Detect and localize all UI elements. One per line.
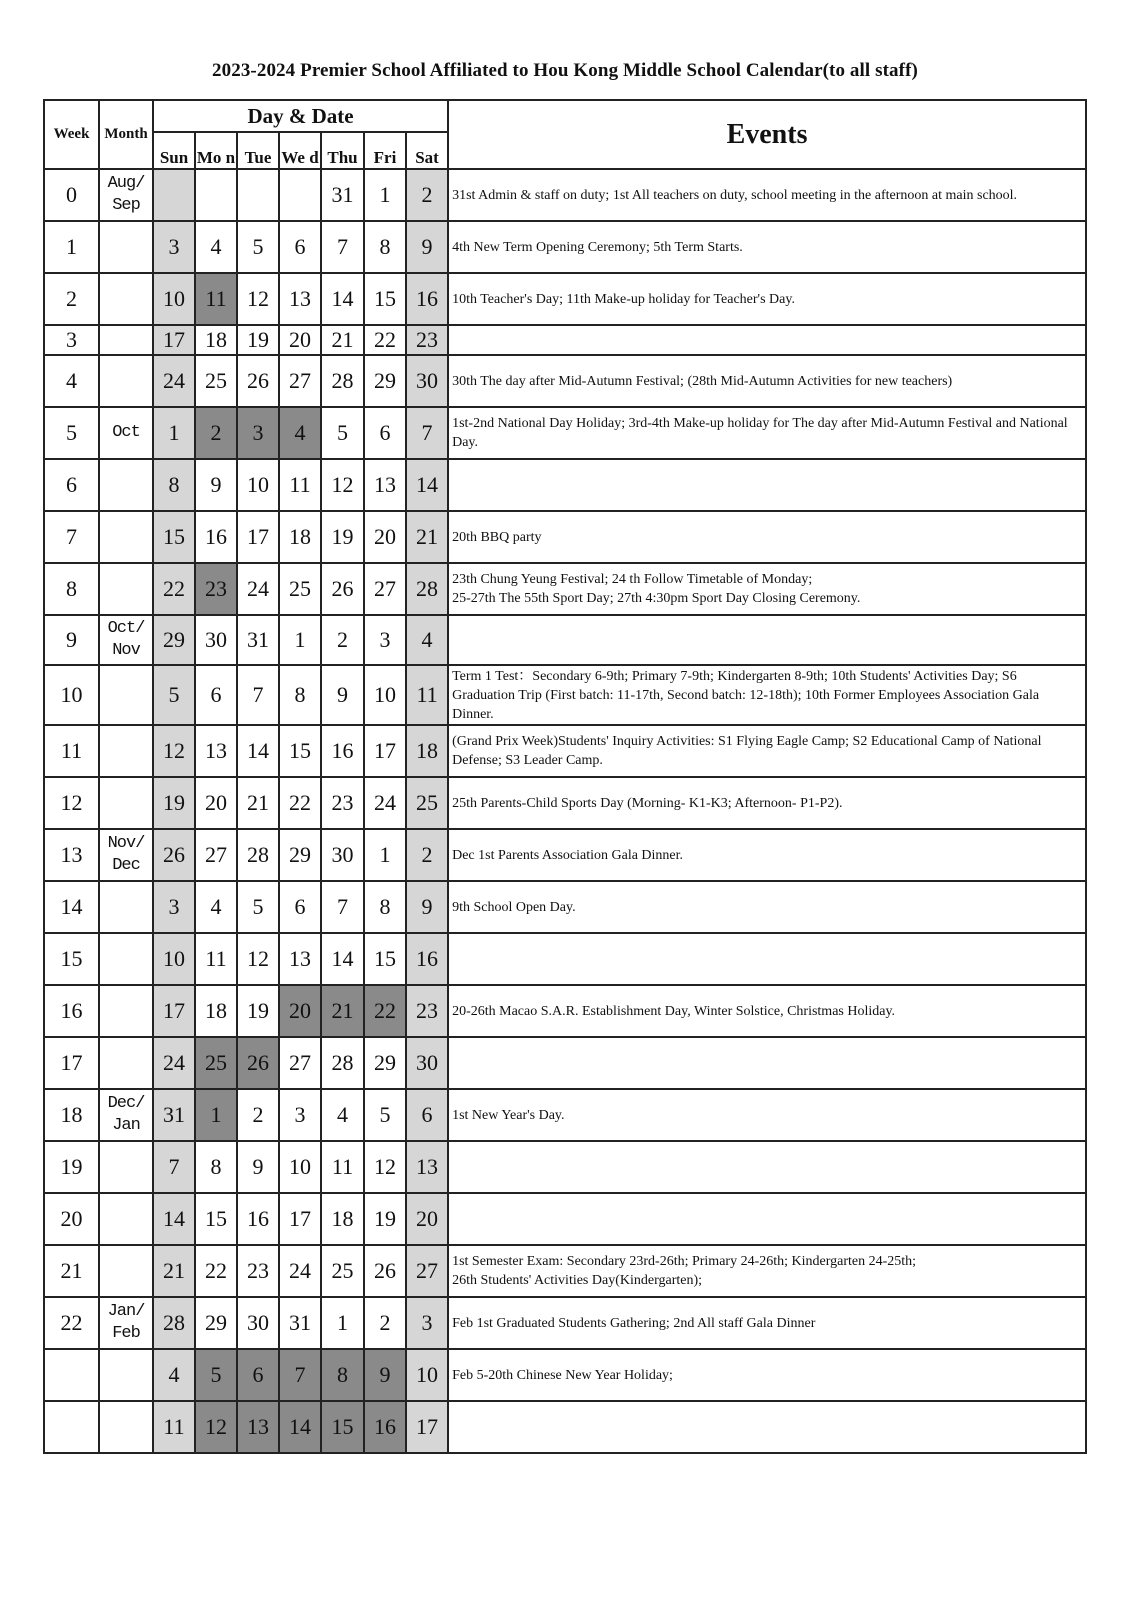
date-cell: 15 [364, 933, 406, 985]
week-number: 16 [44, 985, 99, 1037]
header-day-date: Day & Date [153, 100, 448, 132]
date-cell: 21 [153, 1245, 195, 1297]
date-cell: 13 [279, 933, 321, 985]
month-label: Oct/ Nov [99, 615, 153, 665]
events-cell: 30th The day after Mid-Autumn Festival; (28th Mid-Autumn Activities for new teachers) [448, 355, 1086, 407]
date-cell: 28 [321, 355, 364, 407]
date-cell: 15 [364, 273, 406, 325]
date-cell: 7 [321, 881, 364, 933]
date-cell: 6 [279, 881, 321, 933]
date-cell: 20 [279, 325, 321, 355]
date-cell: 21 [237, 777, 279, 829]
date-cell: 28 [153, 1297, 195, 1349]
date-cell: 23 [237, 1245, 279, 1297]
date-cell: 29 [153, 615, 195, 665]
date-cell: 3 [406, 1297, 448, 1349]
date-cell: 18 [195, 985, 237, 1037]
date-cell: 10 [279, 1141, 321, 1193]
month-label: Jan/ Feb [99, 1297, 153, 1349]
date-cell: 17 [406, 1401, 448, 1453]
date-cell: 18 [195, 325, 237, 355]
page-title: 2023-2024 Premier School Affiliated to Hou Kong Middle School Calendar(to all staff) [212, 60, 918, 81]
month-label: Nov/ Dec [99, 829, 153, 881]
date-cell: 11 [195, 933, 237, 985]
week-number: 2 [44, 273, 99, 325]
events-cell: 1st New Year's Day. [448, 1089, 1086, 1141]
date-cell: 2 [195, 407, 237, 459]
date-cell: 25 [195, 1037, 237, 1089]
date-cell: 4 [321, 1089, 364, 1141]
date-cell: 13 [195, 725, 237, 777]
date-cell: 24 [279, 1245, 321, 1297]
week-row [44, 615, 1086, 665]
header-mon: Mo n [195, 132, 237, 169]
week-row [44, 1401, 1086, 1453]
date-cell: 8 [364, 221, 406, 273]
date-cell: 14 [153, 1193, 195, 1245]
date-cell [195, 169, 237, 221]
events-cell [448, 1141, 1086, 1193]
calendar-header [44, 100, 1086, 169]
date-cell: 14 [321, 933, 364, 985]
week-number: 17 [44, 1037, 99, 1089]
week-row [44, 1037, 1086, 1089]
date-cell: 9 [237, 1141, 279, 1193]
date-cell: 14 [237, 725, 279, 777]
week-row [44, 221, 1086, 273]
date-cell: 7 [321, 221, 364, 273]
date-cell: 9 [195, 459, 237, 511]
week-row [44, 725, 1086, 777]
date-cell: 18 [406, 725, 448, 777]
week-row [44, 1349, 1086, 1401]
date-cell: 6 [406, 1089, 448, 1141]
month-label: Aug/ Sep [99, 169, 153, 221]
date-cell: 25 [321, 1245, 364, 1297]
events-cell: 1st Semester Exam: Secondary 23rd-26th; Primary 24-26th; Kindergarten 24-25th; 26th Students' Activities Day(Kindergarten); [448, 1245, 1086, 1297]
date-cell: 17 [237, 511, 279, 563]
date-cell: 12 [237, 273, 279, 325]
date-cell: 3 [153, 221, 195, 273]
date-cell: 11 [195, 273, 237, 325]
month-label [99, 881, 153, 933]
date-cell: 5 [237, 221, 279, 273]
week-number: 4 [44, 355, 99, 407]
events-cell: Dec 1st Parents Association Gala Dinner. [448, 829, 1086, 881]
date-cell: 18 [321, 1193, 364, 1245]
header-sun: Sun [153, 132, 195, 169]
month-label [99, 511, 153, 563]
date-cell: 12 [321, 459, 364, 511]
date-cell: 12 [153, 725, 195, 777]
date-cell: 16 [237, 1193, 279, 1245]
date-cell: 28 [237, 829, 279, 881]
events-cell [448, 1037, 1086, 1089]
week-number: 7 [44, 511, 99, 563]
date-cell: 19 [237, 325, 279, 355]
week-row [44, 1193, 1086, 1245]
date-cell: 21 [321, 985, 364, 1037]
week-number: 15 [44, 933, 99, 985]
week-number: 3 [44, 325, 99, 355]
date-cell: 23 [195, 563, 237, 615]
date-cell: 23 [321, 777, 364, 829]
date-cell: 26 [153, 829, 195, 881]
events-cell [448, 1401, 1086, 1453]
date-cell: 25 [195, 355, 237, 407]
date-cell: 30 [406, 1037, 448, 1089]
date-cell: 12 [364, 1141, 406, 1193]
date-cell: 28 [321, 1037, 364, 1089]
header-week: Week [44, 100, 99, 169]
date-cell: 11 [406, 665, 448, 725]
week-row [44, 1141, 1086, 1193]
events-cell: Term 1 Test：Secondary 6-9th; Primary 7-9th; Kindergarten 8-9th; 10th Students' Activities Day; S6 Graduation Trip (First batch: 11-17th, Second batch: 12-18th); 10th Former Employees Association Gala Dinner. [448, 665, 1086, 725]
month-label [99, 563, 153, 615]
week-number: 21 [44, 1245, 99, 1297]
date-cell: 5 [364, 1089, 406, 1141]
date-cell: 19 [364, 1193, 406, 1245]
date-cell: 2 [237, 1089, 279, 1141]
week-row [44, 985, 1086, 1037]
date-cell: 16 [406, 273, 448, 325]
date-cell: 1 [364, 829, 406, 881]
date-cell: 27 [195, 829, 237, 881]
date-cell: 1 [279, 615, 321, 665]
header-fri: Fri [364, 132, 406, 169]
date-cell: 8 [279, 665, 321, 725]
date-cell: 7 [153, 1141, 195, 1193]
header-sat: Sat [406, 132, 448, 169]
week-number: 18 [44, 1089, 99, 1141]
date-cell: 26 [237, 1037, 279, 1089]
events-cell: 25th Parents-Child Sports Day (Morning- K1-K3; Afternoon- P1-P2). [448, 777, 1086, 829]
date-cell: 6 [279, 221, 321, 273]
week-number: 12 [44, 777, 99, 829]
month-label: Dec/ Jan [99, 1089, 153, 1141]
date-cell: 20 [406, 1193, 448, 1245]
events-cell: 20th BBQ party [448, 511, 1086, 563]
week-number: 8 [44, 563, 99, 615]
date-cell: 5 [321, 407, 364, 459]
date-cell: 30 [406, 355, 448, 407]
date-cell: 25 [279, 563, 321, 615]
month-label [99, 459, 153, 511]
week-row [44, 563, 1086, 615]
week-number: 13 [44, 829, 99, 881]
date-cell: 2 [364, 1297, 406, 1349]
date-cell: 22 [153, 563, 195, 615]
date-cell: 4 [153, 1349, 195, 1401]
date-cell: 16 [406, 933, 448, 985]
date-cell: 13 [279, 273, 321, 325]
date-cell: 6 [364, 407, 406, 459]
date-cell: 10 [153, 933, 195, 985]
date-cell: 21 [321, 325, 364, 355]
month-label [99, 1349, 153, 1401]
events-cell: 9th School Open Day. [448, 881, 1086, 933]
date-cell: 19 [153, 777, 195, 829]
date-cell: 8 [321, 1349, 364, 1401]
date-cell: 27 [364, 563, 406, 615]
week-row [44, 169, 1086, 221]
date-cell: 15 [195, 1193, 237, 1245]
month-label [99, 355, 153, 407]
date-cell: 26 [237, 355, 279, 407]
date-cell: 16 [195, 511, 237, 563]
date-cell: 22 [279, 777, 321, 829]
date-cell: 29 [195, 1297, 237, 1349]
date-cell: 7 [237, 665, 279, 725]
date-cell: 15 [279, 725, 321, 777]
date-cell: 19 [237, 985, 279, 1037]
date-cell: 10 [406, 1349, 448, 1401]
week-row [44, 829, 1086, 881]
month-label [99, 725, 153, 777]
date-cell: 17 [279, 1193, 321, 1245]
date-cell: 3 [279, 1089, 321, 1141]
week-number: 1 [44, 221, 99, 273]
week-number: 0 [44, 169, 99, 221]
date-cell: 30 [237, 1297, 279, 1349]
events-cell: 23th Chung Yeung Festival; 24 th Follow Timetable of Monday; 25-27th The 55th Sport Day; 27th 4:30pm Sport Day Closing Ceremony. [448, 563, 1086, 615]
month-label [99, 273, 153, 325]
date-cell: 10 [364, 665, 406, 725]
week-number: 10 [44, 665, 99, 725]
week-number: 22 [44, 1297, 99, 1349]
date-cell: 24 [237, 563, 279, 615]
events-cell: Feb 5-20th Chinese New Year Holiday; [448, 1349, 1086, 1401]
date-cell: 27 [406, 1245, 448, 1297]
date-cell: 5 [237, 881, 279, 933]
week-number: 19 [44, 1141, 99, 1193]
date-cell: 17 [153, 325, 195, 355]
week-number: 11 [44, 725, 99, 777]
date-cell: 20 [364, 511, 406, 563]
date-cell: 18 [279, 511, 321, 563]
events-cell: 31st Admin & staff on duty; 1st All teachers on duty, school meeting in the afternoon at main school. [448, 169, 1086, 221]
date-cell: 17 [153, 985, 195, 1037]
week-row [44, 273, 1086, 325]
week-number: 6 [44, 459, 99, 511]
date-cell: 4 [195, 881, 237, 933]
week-row [44, 1297, 1086, 1349]
month-label [99, 1141, 153, 1193]
date-cell: 2 [406, 169, 448, 221]
week-number: 5 [44, 407, 99, 459]
week-row [44, 459, 1086, 511]
date-cell: 24 [364, 777, 406, 829]
date-cell: 27 [279, 355, 321, 407]
week-row [44, 933, 1086, 985]
date-cell: 13 [364, 459, 406, 511]
date-cell: 25 [406, 777, 448, 829]
week-number [44, 1401, 99, 1453]
events-cell [448, 459, 1086, 511]
date-cell: 14 [406, 459, 448, 511]
date-cell: 3 [153, 881, 195, 933]
date-cell: 5 [153, 665, 195, 725]
events-cell: 20-26th Macao S.A.R. Establishment Day, Winter Solstice, Christmas Holiday. [448, 985, 1086, 1037]
month-label: Oct [99, 407, 153, 459]
date-cell: 22 [364, 985, 406, 1037]
date-cell: 9 [406, 221, 448, 273]
date-cell: 3 [237, 407, 279, 459]
week-row [44, 407, 1086, 459]
date-cell: 29 [364, 1037, 406, 1089]
date-cell: 31 [153, 1089, 195, 1141]
date-cell: 8 [195, 1141, 237, 1193]
date-cell: 22 [195, 1245, 237, 1297]
week-row [44, 1089, 1086, 1141]
header-thu: Thu [321, 132, 364, 169]
month-label [99, 221, 153, 273]
events-cell: 4th New Term Opening Ceremony; 5th Term Starts. [448, 221, 1086, 273]
date-cell: 26 [364, 1245, 406, 1297]
date-cell: 9 [406, 881, 448, 933]
month-label [99, 1037, 153, 1089]
date-cell: 31 [321, 169, 364, 221]
date-cell: 10 [153, 273, 195, 325]
date-cell: 4 [406, 615, 448, 665]
date-cell: 30 [321, 829, 364, 881]
date-cell: 11 [321, 1141, 364, 1193]
date-cell: 4 [195, 221, 237, 273]
date-cell: 7 [406, 407, 448, 459]
month-label [99, 933, 153, 985]
week-number: 9 [44, 615, 99, 665]
events-cell [448, 325, 1086, 355]
date-cell: 30 [195, 615, 237, 665]
date-cell: 8 [153, 459, 195, 511]
week-row [44, 881, 1086, 933]
date-cell: 7 [279, 1349, 321, 1401]
events-cell: (Grand Prix Week)Students' Inquiry Activities: S1 Flying Eagle Camp; S2 Educational Camp of National Defense; S3 Leader Camp. [448, 725, 1086, 777]
date-cell: 1 [195, 1089, 237, 1141]
week-number [44, 1349, 99, 1401]
date-cell: 1 [364, 169, 406, 221]
date-cell: 20 [195, 777, 237, 829]
date-cell: 2 [406, 829, 448, 881]
month-label [99, 985, 153, 1037]
date-cell: 29 [279, 829, 321, 881]
date-cell: 3 [364, 615, 406, 665]
date-cell: 5 [195, 1349, 237, 1401]
date-cell: 4 [279, 407, 321, 459]
date-cell: 22 [364, 325, 406, 355]
header-wed: We d [279, 132, 321, 169]
date-cell: 27 [279, 1037, 321, 1089]
events-cell [448, 1193, 1086, 1245]
date-cell: 9 [364, 1349, 406, 1401]
week-row [44, 355, 1086, 407]
events-cell: 10th Teacher's Day; 11th Make-up holiday for Teacher's Day. [448, 273, 1086, 325]
date-cell: 9 [321, 665, 364, 725]
date-cell: 24 [153, 355, 195, 407]
date-cell: 28 [406, 563, 448, 615]
date-cell: 13 [237, 1401, 279, 1453]
month-label [99, 1245, 153, 1297]
calendar-body [44, 169, 1086, 1453]
calendar-table [43, 99, 1087, 1454]
month-label [99, 1193, 153, 1245]
week-row [44, 1245, 1086, 1297]
date-cell: 10 [237, 459, 279, 511]
week-number: 14 [44, 881, 99, 933]
date-cell: 12 [237, 933, 279, 985]
month-label [99, 777, 153, 829]
header-events: Events [448, 100, 1086, 169]
date-cell: 19 [321, 511, 364, 563]
month-label [99, 1401, 153, 1453]
events-cell: 1st-2nd National Day Holiday; 3rd-4th Make-up holiday for The day after Mid-Autumn Festival and National Day. [448, 407, 1086, 459]
date-cell: 14 [279, 1401, 321, 1453]
date-cell: 15 [321, 1401, 364, 1453]
date-cell: 14 [321, 273, 364, 325]
date-cell: 11 [153, 1401, 195, 1453]
date-cell: 13 [406, 1141, 448, 1193]
header-tue: Tue [237, 132, 279, 169]
date-cell: 6 [195, 665, 237, 725]
month-label [99, 665, 153, 725]
week-row [44, 325, 1086, 355]
date-cell: 11 [279, 459, 321, 511]
date-cell: 23 [406, 325, 448, 355]
date-cell: 6 [237, 1349, 279, 1401]
date-cell: 1 [153, 407, 195, 459]
date-cell [279, 169, 321, 221]
date-cell: 21 [406, 511, 448, 563]
date-cell: 29 [364, 355, 406, 407]
date-cell: 16 [364, 1401, 406, 1453]
header-month: Month [99, 100, 153, 169]
date-cell [153, 169, 195, 221]
date-cell: 17 [364, 725, 406, 777]
date-cell [237, 169, 279, 221]
events-cell: Feb 1st Graduated Students Gathering; 2nd All staff Gala Dinner [448, 1297, 1086, 1349]
date-cell: 15 [153, 511, 195, 563]
date-cell: 20 [279, 985, 321, 1037]
week-row [44, 665, 1086, 725]
week-number: 20 [44, 1193, 99, 1245]
date-cell: 31 [279, 1297, 321, 1349]
week-row [44, 777, 1086, 829]
events-cell [448, 615, 1086, 665]
date-cell: 26 [321, 563, 364, 615]
date-cell: 2 [321, 615, 364, 665]
month-label [99, 325, 153, 355]
date-cell: 16 [321, 725, 364, 777]
week-row [44, 511, 1086, 563]
date-cell: 12 [195, 1401, 237, 1453]
date-cell: 24 [153, 1037, 195, 1089]
date-cell: 23 [406, 985, 448, 1037]
date-cell: 8 [364, 881, 406, 933]
date-cell: 1 [321, 1297, 364, 1349]
date-cell: 31 [237, 615, 279, 665]
events-cell [448, 933, 1086, 985]
